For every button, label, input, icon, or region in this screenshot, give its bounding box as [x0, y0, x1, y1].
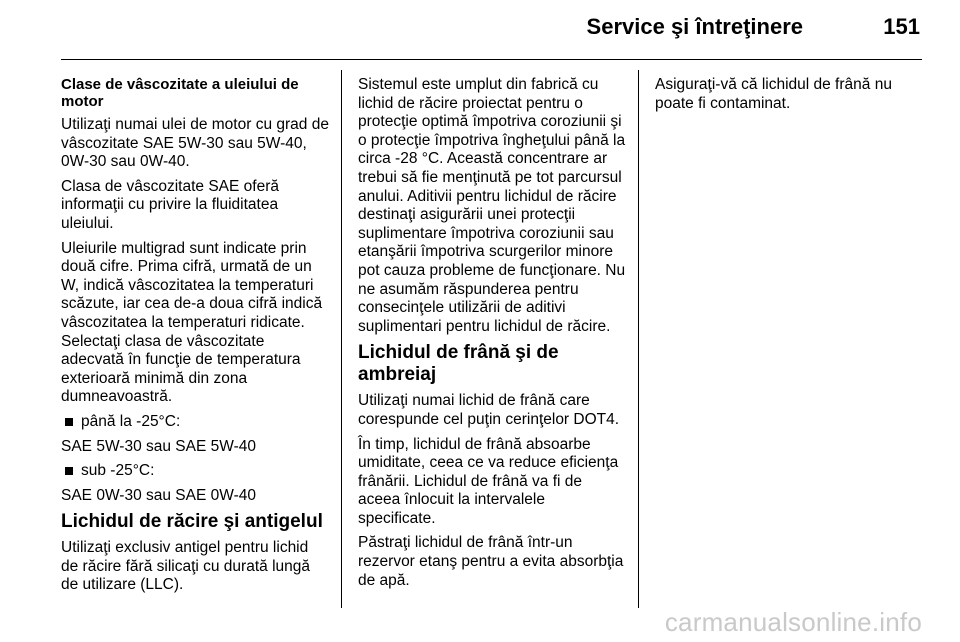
- column-divider-1: [341, 70, 342, 608]
- header-rule: [61, 59, 922, 60]
- brake-fluid-paragraph-2: În timp, lichidul de frână absoarbe umiditate, ceea ce va reduce eficienţa frânării. Lichidul de frână va fi de aceea înlocuit la intervalele specificate.: [358, 435, 619, 527]
- square-bullet-icon: [65, 467, 73, 475]
- bullet-label: până la -25°C:: [81, 412, 181, 430]
- brake-fluid-heading: Lichidul de frână şi de ambreiaj: [358, 342, 559, 386]
- bullet-label: sub -25°C:: [81, 462, 155, 480]
- column-divider-2: [638, 70, 639, 608]
- square-bullet-icon: [65, 418, 73, 426]
- list-item: [61, 462, 329, 481]
- coolant-paragraph: Utilizaţi exclusiv antigel pentru lichid de răcire fără silicaţi cu durată lungă de utilizare (LLC).: [61, 539, 310, 594]
- oil-viscosity-subheading: Clase de vâscozitate a uleiului de motor: [61, 76, 299, 110]
- coolant-heading: Lichidul de răcire şi antigelul: [61, 511, 323, 533]
- bullet-value: SAE 0W-30 sau SAE 0W-40: [61, 486, 256, 504]
- oil-grade-paragraph: Utilizaţi numai ulei de motor cu grad de vâscozitate SAE 5W-30 sau 5W-40, 0W-30 sau 0W-40.: [61, 116, 329, 171]
- page-header-title: Service şi întreţinere: [586, 14, 803, 39]
- coolant-system-paragraph: Sistemul este umplut din fabrică cu lichid de răcire proiectat pentru o protecţie optimă împotriva coroziunii şi o protecţie împotriva îngheţului până la circa -28 °C. Această concentrare ar trebui să fie menţinută pe tot parcursul anului. Aditivii pentru lichidul de răcire destinaţi asigurării unei protecţii suplimentare împotriva coroziunii sau etanşării împotriva scurgerilor minore pot cauza probleme de funcţionare. Nu ne asumăm răspunderea pentru consecinţele utilizării de aditivi suplimentari pentru lichidul de răcire.: [358, 76, 626, 335]
- sae-class-paragraph: Clasa de vâscozitate SAE oferă informaţii cu privire la fluiditatea uleiului.: [61, 177, 279, 232]
- list-item: [61, 413, 329, 432]
- column-1: [61, 76, 329, 601]
- multigrade-paragraph: Uleiurile multigrad sunt indicate prin două cifre. Prima cifră, urmată de un W, indică vâscozitatea la temperaturi scăzute, iar cea de-a doua cifră indică vâscozitatea la temperaturi ridicate. Selectaţi clasa de vâscozitate adecvată în funcţie de temperatura exterioară minimă din zona dumneavoastră.: [61, 239, 323, 406]
- brake-fluid-paragraph-3: Păstraţi lichidul de frână într-un rezervor etanş pentru a evita absorbţia de apă.: [358, 534, 624, 589]
- brake-fluid-paragraph-1: Utilizaţi numai lichid de frână care corespunde cel puţin cerinţelor DOT4.: [358, 392, 620, 428]
- column-3: [655, 76, 925, 119]
- bullet-value: SAE 5W-30 sau SAE 5W-40: [61, 437, 256, 455]
- page-number: 151: [883, 14, 920, 39]
- watermark: carmanualsonline.info: [664, 607, 922, 637]
- contamination-paragraph: Asiguraţi-vă că lichidul de frână nu poate fi contaminat.: [655, 76, 892, 112]
- column-2: [358, 76, 626, 596]
